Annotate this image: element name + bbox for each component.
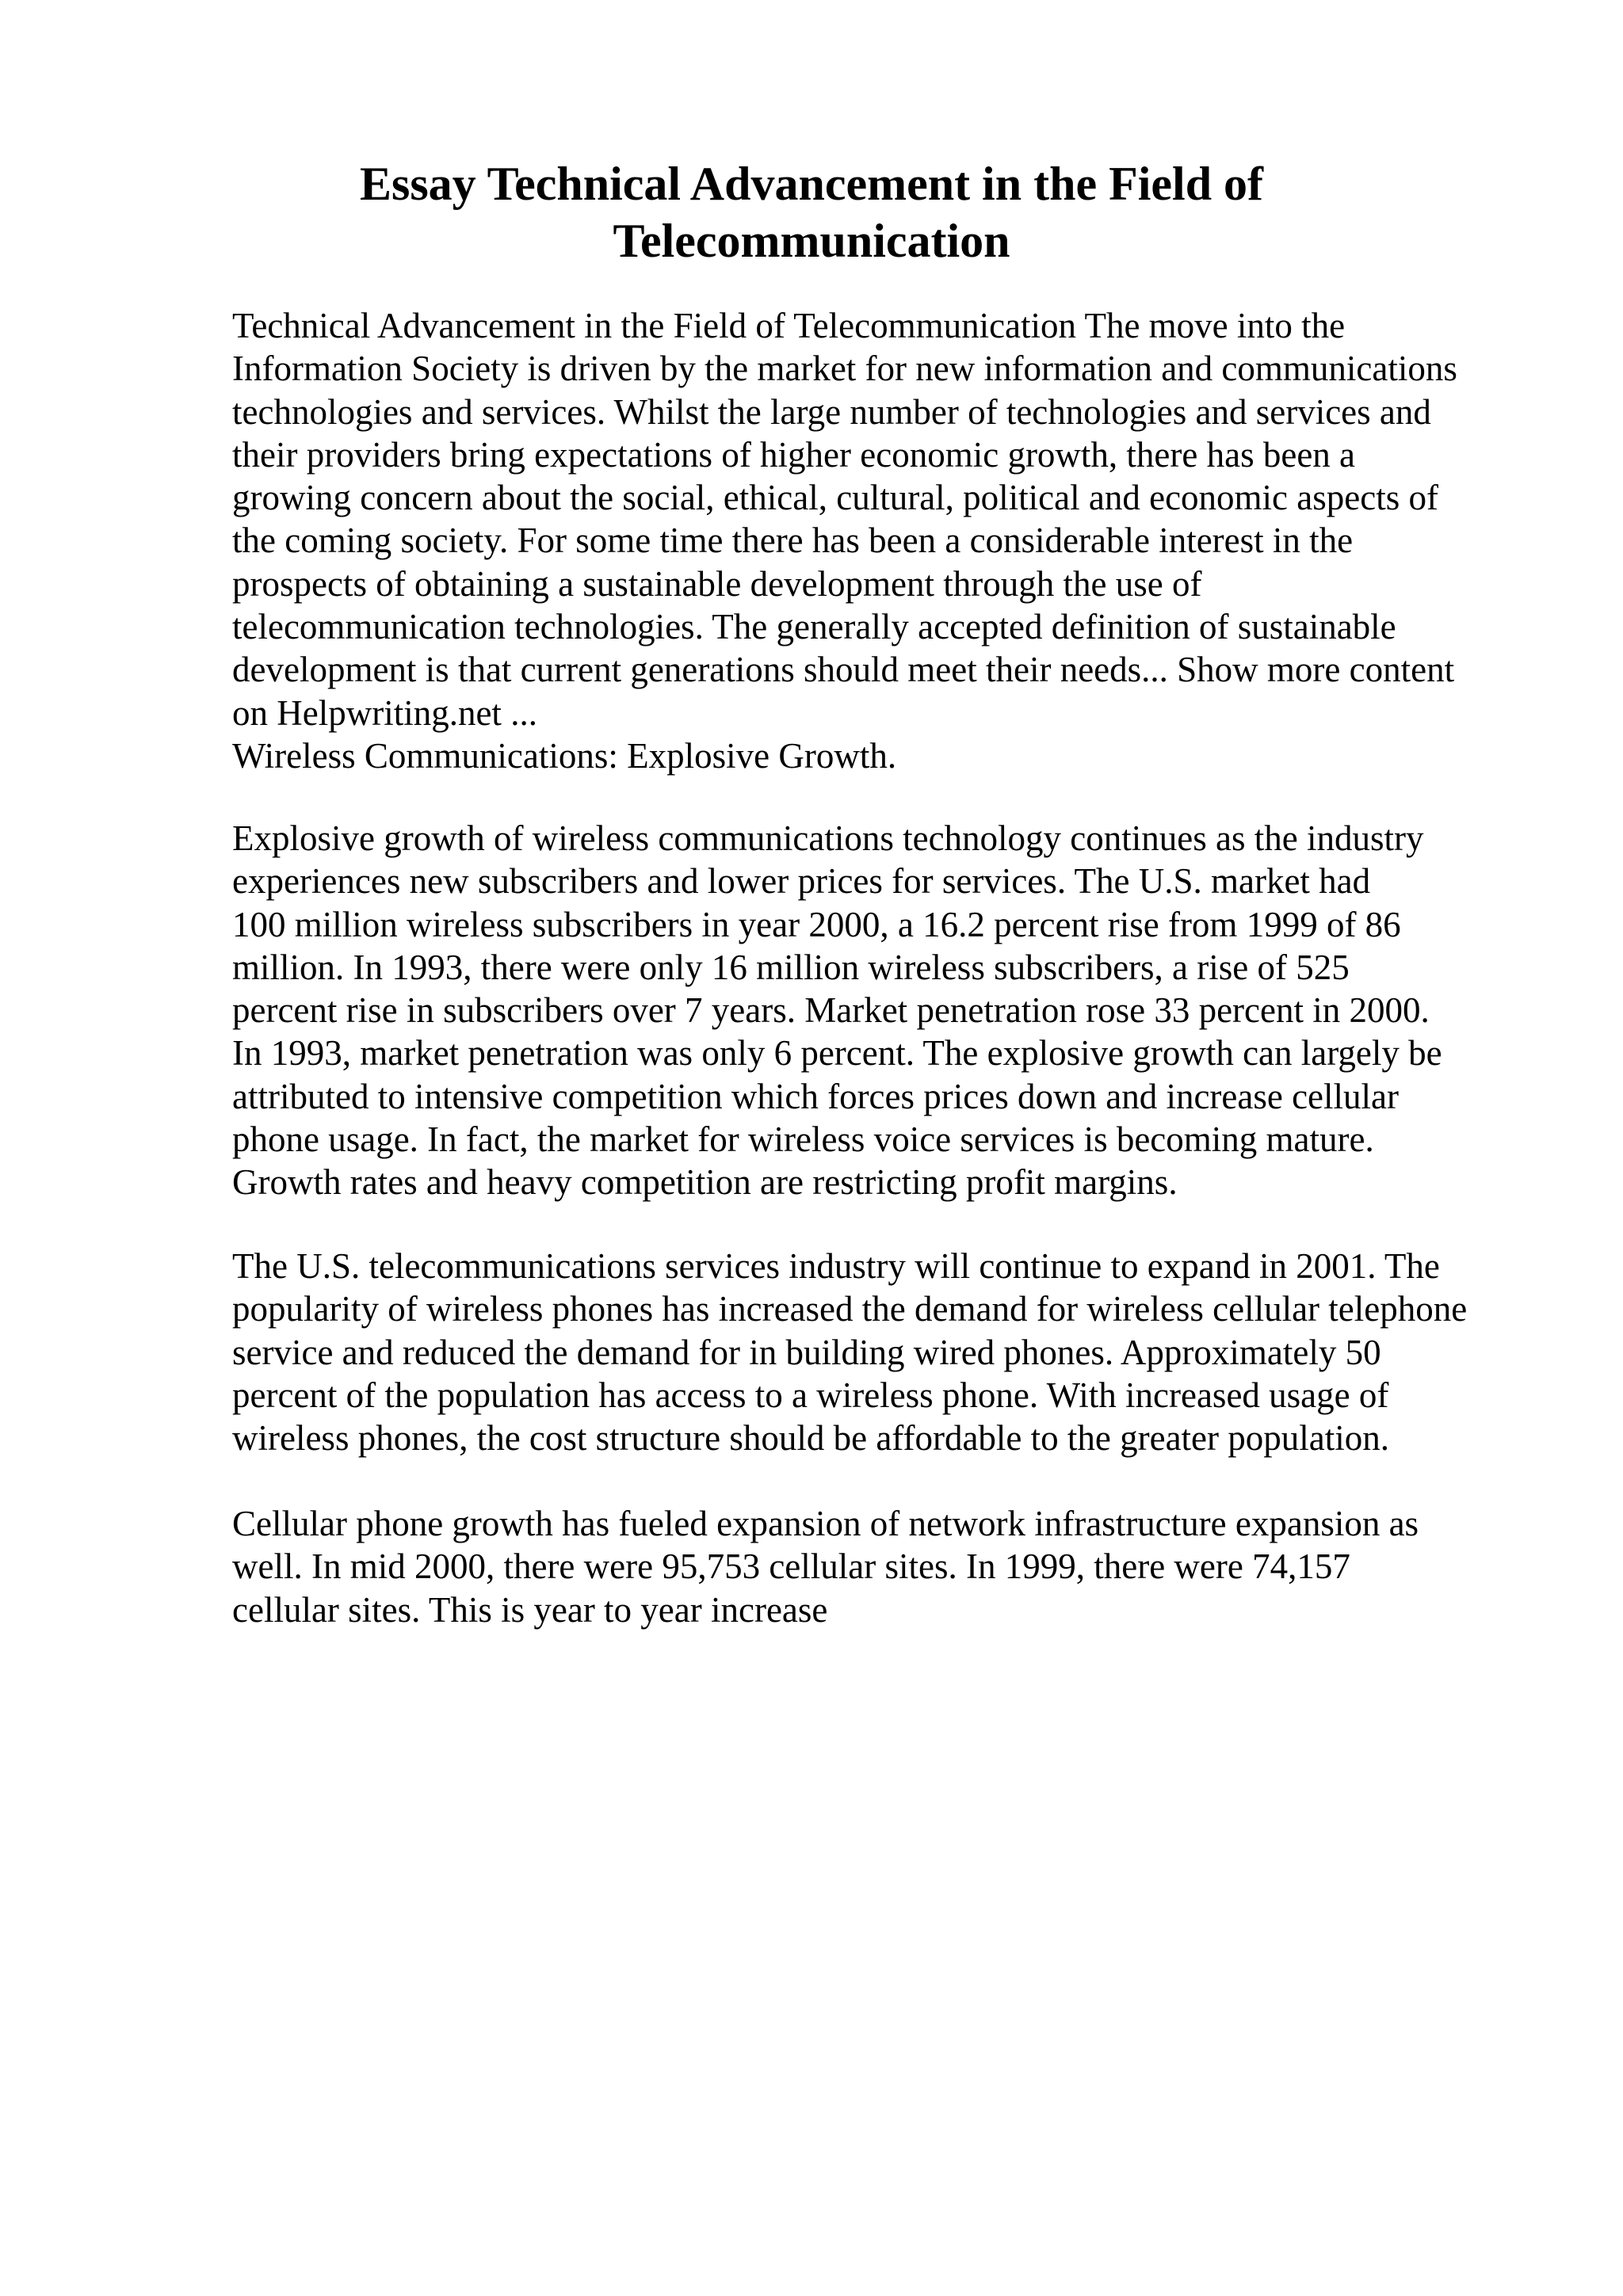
text-line: Information Society is driven by the market for new information and communications xyxy=(232,349,1457,389)
text-line: service and reduced the demand for in building wired phones. Approximately 50 xyxy=(232,1332,1381,1372)
paragraph-intro xyxy=(232,304,1548,777)
paragraph-cellular-sites xyxy=(232,1502,1548,1631)
text-line: cellular sites. This is year to year increase xyxy=(232,1589,828,1630)
text-line: their providers bring expectations of higher economic growth, there has been a xyxy=(232,434,1356,475)
text-line: technologies and services. Whilst the large number of technologies and services and xyxy=(232,391,1431,432)
document-title xyxy=(0,155,1623,269)
text-line: Growth rates and heavy competition are restricting profit margins. xyxy=(232,1162,1178,1203)
text-line: development is that current generations should meet their needs... Show more content xyxy=(232,650,1455,690)
text-line: growing concern about the social, ethical, cultural, political and economic aspects of xyxy=(232,478,1438,518)
text-line: Wireless Communications: Explosive Growth. xyxy=(232,735,897,776)
text-line: attributed to intensive competition which forces prices down and increase cellular xyxy=(232,1076,1399,1116)
text-line: percent of the population has access to a wireless phone. With increased usage of xyxy=(232,1375,1389,1415)
text-line: million. In 1993, there were only 16 million wireless subscribers, a rise of 525 xyxy=(232,947,1350,987)
text-line: well. In mid 2000, there were 95,753 cellular sites. In 1999, there were 74,157 xyxy=(232,1547,1350,1587)
text-line: percent rise in subscribers over 7 years. Market penetration rose 33 percent in 2000. xyxy=(232,990,1430,1031)
text-line: Technical Advancement in the Field of Telecommunication The move into the xyxy=(232,306,1346,345)
text-line: 100 million wireless subscribers in year 2000, a 16.2 percent rise from 1999 of 86 xyxy=(232,904,1401,944)
paragraph-explosive-growth xyxy=(232,817,1548,1204)
text-line: wireless phones, the cost structure should be affordable to the greater population. xyxy=(232,1418,1389,1459)
text-line: Explosive growth of wireless communications technology continues as the industry xyxy=(232,818,1424,858)
text-line: the coming society. For some time there has been a considerable interest in the xyxy=(232,521,1354,561)
text-line: Cellular phone growth has fueled expansion of network infrastructure expansion as xyxy=(232,1504,1419,1543)
text-line: popularity of wireless phones has increased the demand for wireless cellular telephone xyxy=(232,1289,1468,1329)
title-line: Telecommunication xyxy=(613,215,1010,267)
text-line: telecommunication technologies. The generally accepted definition of sustainable xyxy=(232,607,1396,647)
text-line: on Helpwriting.net ... xyxy=(232,692,537,733)
text-line: The U.S. telecommunications services industry will continue to expand in 2001. The xyxy=(232,1246,1440,1286)
text-line: experiences new subscribers and lower prices for services. The U.S. market had xyxy=(232,861,1371,902)
title-line: Essay Technical Advancement in the Field of xyxy=(359,158,1264,210)
text-line: phone usage. In fact, the market for wireless voice services is becoming mature. xyxy=(232,1119,1374,1160)
text-line: prospects of obtaining a sustainable development through the use of xyxy=(232,563,1202,604)
paragraph-industry-expansion xyxy=(232,1245,1548,1459)
text-line: In 1993, market penetration was only 6 percent. The explosive growth can largely be xyxy=(232,1033,1442,1074)
